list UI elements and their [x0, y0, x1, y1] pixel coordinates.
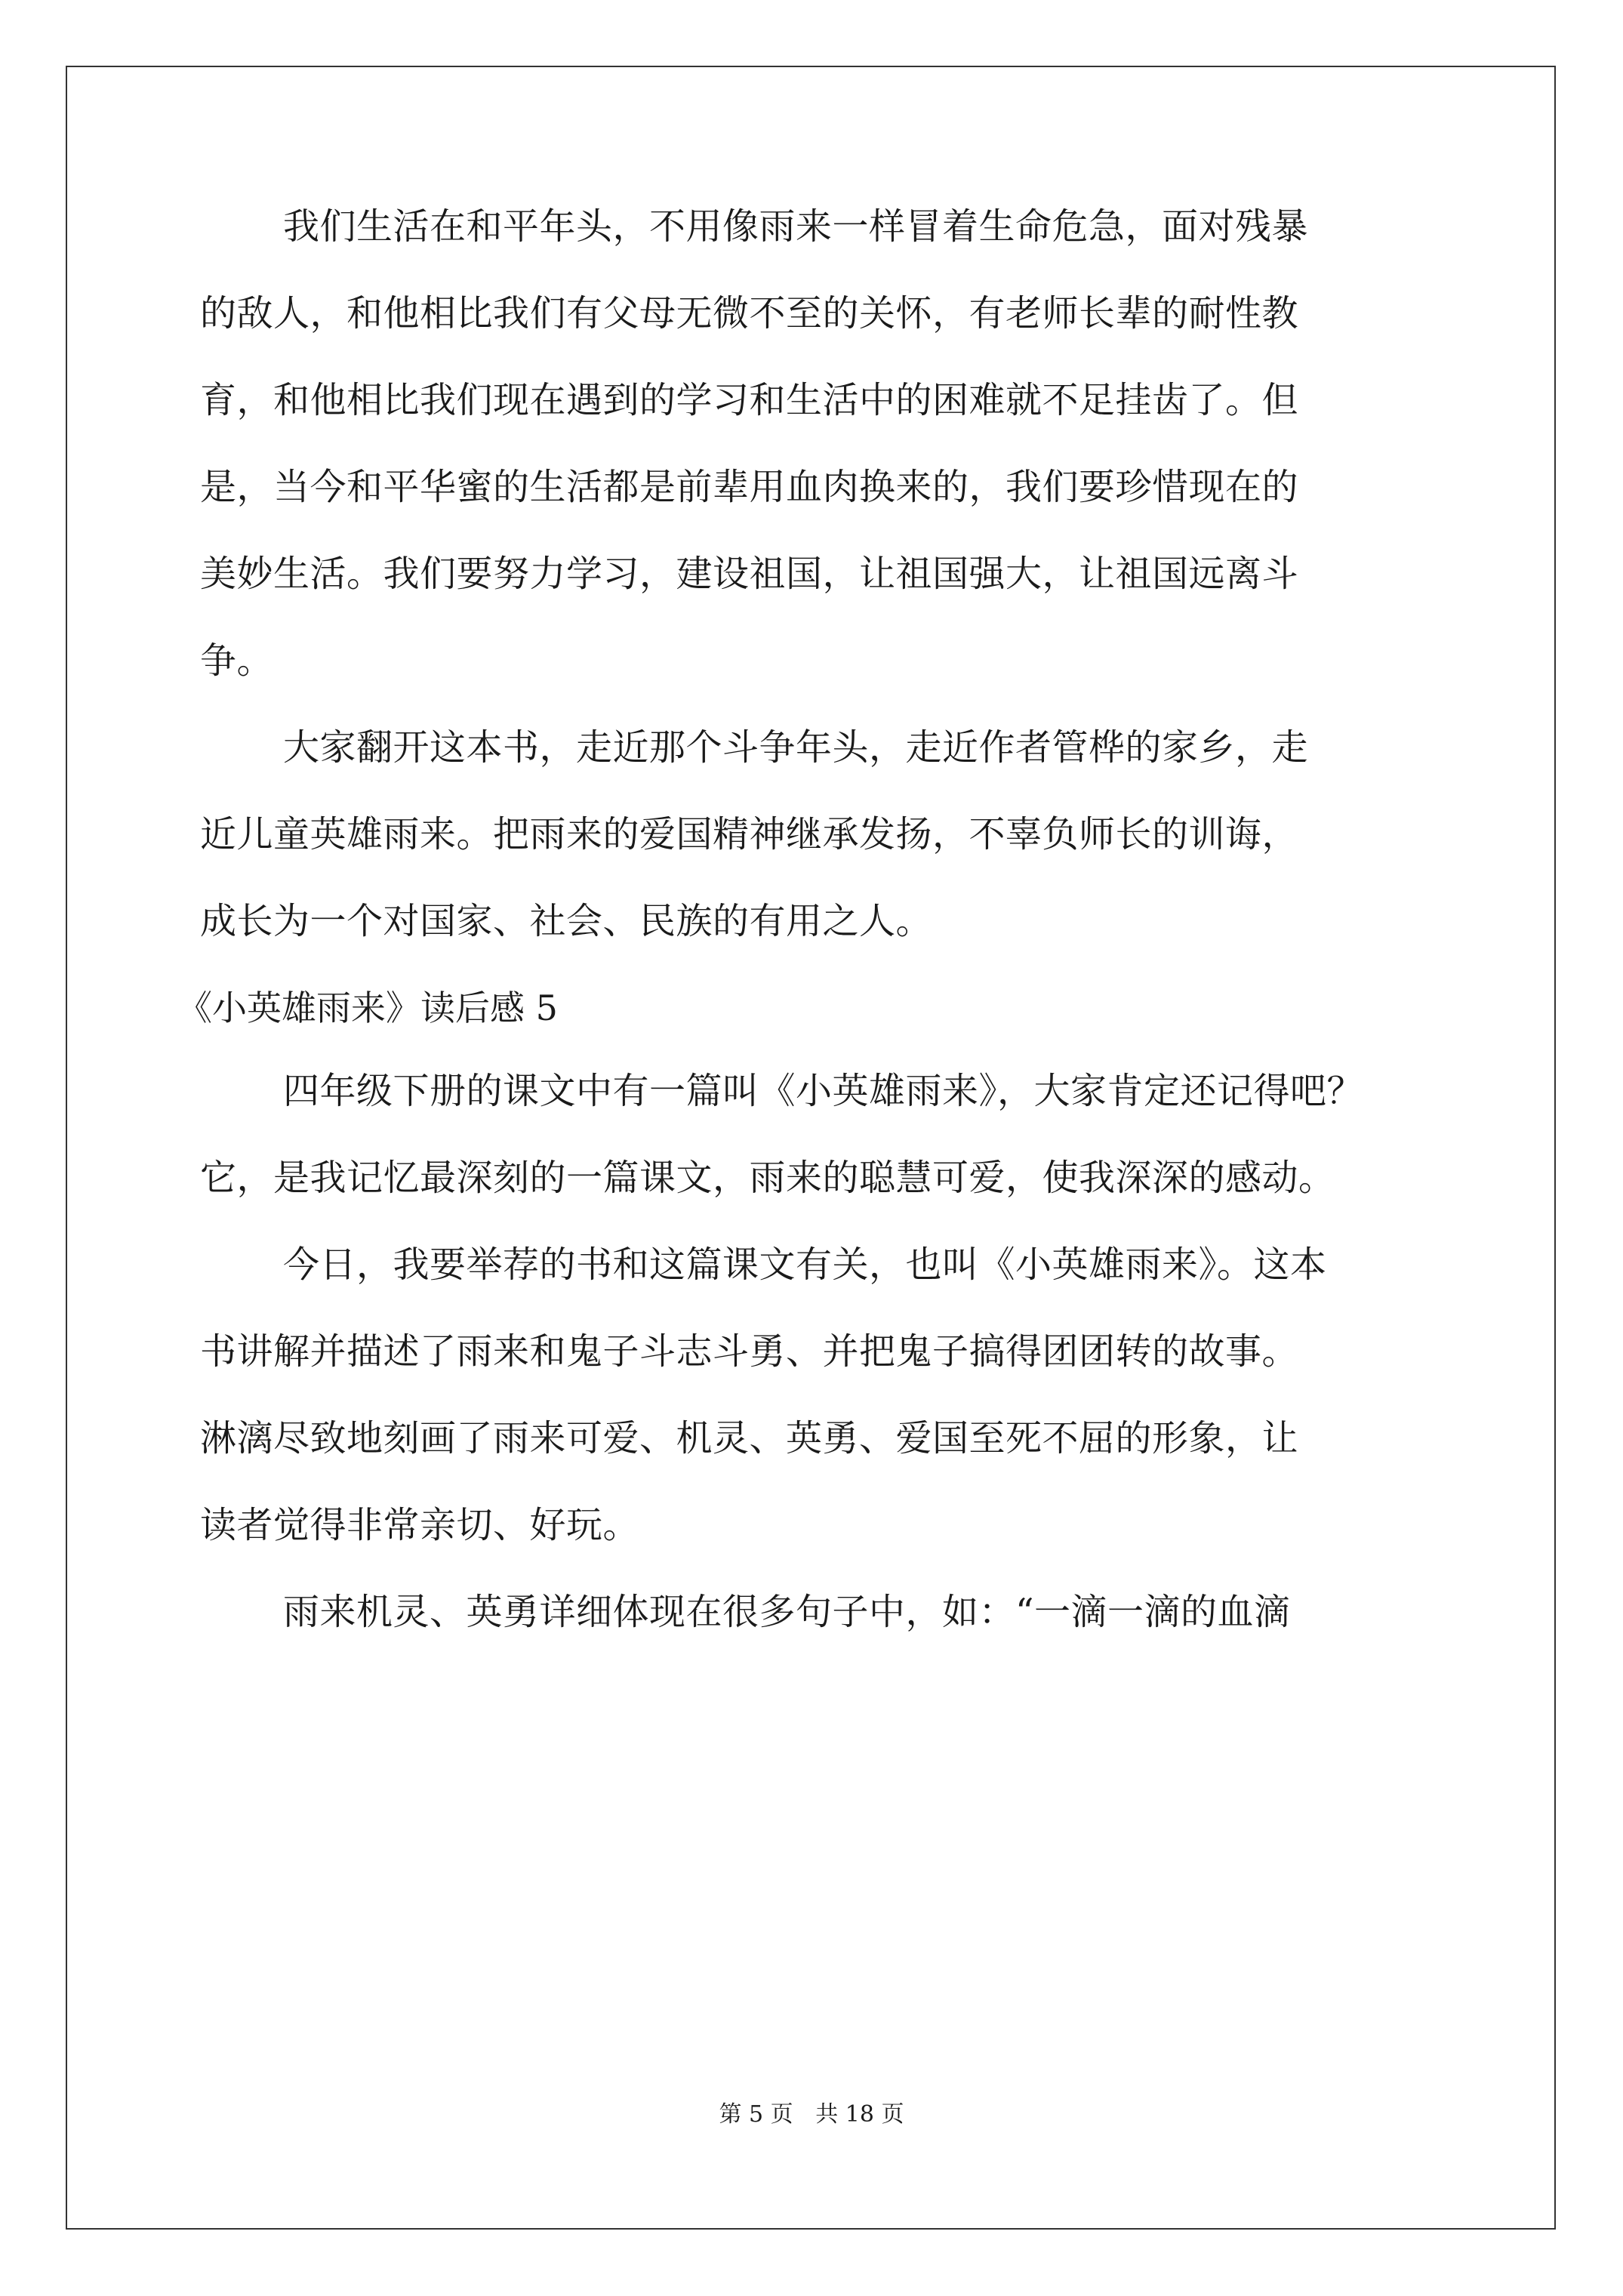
page-total: 共 18 页	[815, 2101, 904, 2128]
paragraph-line: 今日，我要举荐的书和这篇课文有关，也叫《小英雄雨来》。这本	[283, 1244, 1327, 1286]
page-number: 第 5 页	[719, 2101, 793, 2128]
document-body	[177, 204, 1442, 1676]
paragraph-line: 四年级下册的课文中有一篇叫《小英雄雨来》，大家肯定还记得吧？	[283, 1070, 1364, 1112]
paragraph-line: 雨来机灵、英勇详细体现在很多句子中，如：“一滴一滴的血滴	[283, 1591, 1291, 1633]
paragraph-line: 它，是我记忆最深刻的一篇课文，雨来的聪慧可爱，使我深深的感动。	[200, 1157, 1335, 1199]
paragraph-line: 的敌人，和他相比我们有父母无微不至的关怀，有老师长辈的耐性教	[200, 292, 1299, 334]
paragraph-line: 近儿童英雄雨来。把雨来的爱国精神继承发扬，不辜负师长的训诲，	[200, 813, 1299, 855]
paragraph-line: 育，和他相比我们现在遇到的学习和生活中的困难就不足挂齿了。但	[200, 379, 1299, 421]
paragraph-line: 书讲解并描述了雨来和鬼子斗志斗勇、并把鬼子搞得团团转的故事。	[200, 1330, 1299, 1373]
paragraph-line: 争。	[200, 639, 274, 682]
paragraph-line: 成长为一个对国家、社会、民族的有用之人。	[200, 900, 933, 942]
page-footer	[0, 2101, 1623, 2128]
paragraph-line: 是，当今和平华蜜的生活都是前辈用血肉换来的，我们要珍惜现在的	[200, 466, 1299, 508]
paragraph-line: 美妙生活。我们要努力学习，建设祖国，让祖国强大，让祖国远离斗	[200, 553, 1299, 595]
paragraph-line: 读者觉得非常亲切、好玩。	[200, 1504, 640, 1546]
paragraph-line: 淋漓尽致地刻画了雨来可爱、机灵、英勇、爱国至死不屈的形象，让	[200, 1417, 1299, 1459]
paragraph-line: 我们生活在和平年头，不用像雨来一样冒着生命危急，面对残暴	[283, 205, 1309, 248]
section-heading: 《小英雄雨来》读后感 5	[177, 988, 558, 1028]
paragraph-line: 大家翻开这本书，走近那个斗争年头，走近作者管桦的家乡，走	[283, 726, 1309, 769]
